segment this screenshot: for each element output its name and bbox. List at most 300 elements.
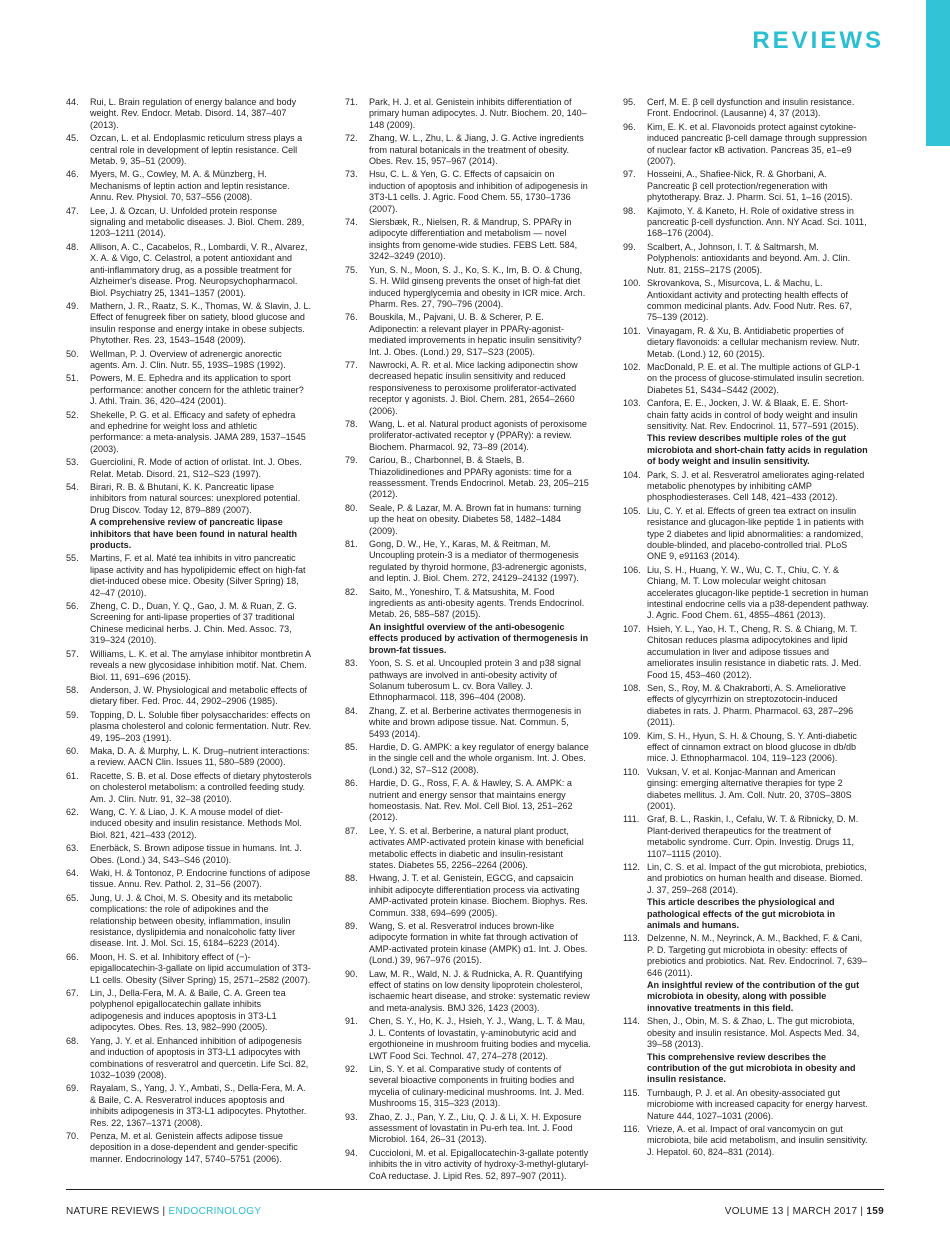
reference-item xyxy=(623,278,869,324)
reference-body xyxy=(369,742,591,776)
references-column-2 xyxy=(345,97,591,1184)
reference-number: 79. xyxy=(345,455,358,466)
reference-item xyxy=(345,778,591,824)
reference-item xyxy=(345,969,591,1015)
reference-text: Kim, S. H., Hyun, S. H. & Choung, S. Y. Anti-diabetic effect of cinnamon extract on blood glucose in db/db mice. J. Ethnopharmacol. 104, 119–123 (2006). xyxy=(647,730,857,764)
reference-annotation: This article describes the physiological and pathological effects of the gut microbiota in animals and humans. xyxy=(647,897,835,931)
reference-number: 60. xyxy=(66,745,79,756)
reference-number: 56. xyxy=(66,601,79,612)
reference-body xyxy=(90,1083,312,1129)
reference-body xyxy=(647,326,869,360)
reference-text: Guerciolini, R. Mode of action of orlistat. Int. J. Obes. Relat. Metab. Disord. 21, S12–S23 (1997). xyxy=(90,457,302,479)
page-number: 159 xyxy=(866,1206,884,1217)
reference-number: 96. xyxy=(623,121,636,132)
reference-text: Allison, A. C., Cacabelos, R., Lombardi, V. R., Alvarez, X. A. & Vigo, C. Celastrol, a potent antioxidant and anti-inflammatory drug, as a possible treatment for Alzheimer's disease. Prog. Neuropsychopharmacol. Biol. Psychiatry 25, 1341–1357 (2001). xyxy=(90,241,308,298)
reference-body xyxy=(647,169,869,203)
journal-subname: ENDOCRINOLOGY xyxy=(168,1206,262,1217)
reference-text: Lin, S. Y. et al. Comparative study of contents of several bioactive components in fruiting bodies and mycelia of culinary-medicinal mushrooms. Int. J. Med. Mushrooms 15, 315–323 (2013). xyxy=(369,1063,585,1109)
reference-text: Zhang, Z. et al. Berberine activates thermogenesis in white and brown adipose tissue. Nat. Commun. 5, 5493 (2014). xyxy=(369,705,582,739)
reference-item xyxy=(345,360,591,417)
reference-number: 101. xyxy=(623,325,641,336)
reference-body xyxy=(369,778,591,824)
reference-number: 70. xyxy=(66,1130,79,1141)
reference-item xyxy=(345,658,591,704)
reference-number: 99. xyxy=(623,241,636,252)
reference-body xyxy=(90,649,312,683)
reference-text: Waki, H. & Tontonoz, P. Endocrine functions of adipose tissue. Annu. Rev. Pathol. 2, 31–56 (2007). xyxy=(90,868,311,890)
reference-body xyxy=(647,398,869,467)
reference-text: Cariou, B., Charbonnel, B. & Staels, B. Thiazolidinediones and PPARγ agonists: time for a reassessment. Trends Endocrinol. Metab. 23, 205–215 (2012). xyxy=(369,455,589,500)
reference-text: Zhang, W. L., Zhu, L. & Jiang, J. G. Active ingredients from natural botanicals in the treatment of obesity. Obes. Rev. 15, 957–967 (2014). xyxy=(369,133,584,167)
reference-number: 85. xyxy=(345,741,358,752)
reference-body xyxy=(647,1124,869,1158)
reference-body xyxy=(369,169,591,215)
reference-text: Saito, M., Yoneshiro, T. & Matsushita, M. Food ingredients as anti-obesity agents. Trends Endocrinol. Metab. 26, 585–587 (2015). xyxy=(369,586,585,620)
reference-body xyxy=(90,893,312,950)
reference-item xyxy=(623,1016,869,1085)
reference-text: Hsu, C. L. & Yen, G. C. Effects of capsaicin on induction of apoptosis and inhibition of adipogenesis in 3T3-L1 cells. J. Agric. Food Chem. 55, 1730–1736 (2007). xyxy=(369,169,588,214)
reference-item xyxy=(345,873,591,919)
reference-number: 74. xyxy=(345,217,358,228)
footer-journal xyxy=(66,1206,261,1217)
reference-text: Vrieze, A. et al. Impact of oral vancomycin on gut microbiota, bile acid metabolism, and insulin sensitivity. J. Hepatol. 60, 824–831 (2014). xyxy=(647,1123,868,1157)
reference-text: Hsieh, Y. L., Yao, H. T., Cheng, R. S. & Chiang, M. T. Chitosan reduces plasma adipocytokines and lipid accumulation in liver and adipose tissues and ameliorates insulin resistance in diabetic rats. J. Med. Food 15, 453–460 (2012). xyxy=(647,623,862,680)
reference-item xyxy=(345,1064,591,1110)
reference-text: Bouskila, M., Pajvani, U. B. & Scherer, P. E. Adiponectin: a relevant player in PPARγ-agonist-mediated improvements in hepatic insulin sensitivity? Int. J. Obes. (Lond.) 29, S17–S23 (2005). xyxy=(369,312,582,357)
reference-item xyxy=(623,169,869,203)
reference-text: Park, S. J. et al. Resveratrol ameliorates aging-related metabolic phenotypes by inhibiting cAMP phosphodiesterases. Cell 148, 421–433 (2012). xyxy=(647,469,865,503)
reference-text: Anderson, J. W. Physiological and metabolic effects of dietary fiber. Fed. Proc. 44, 2902–2906 (1985). xyxy=(90,684,308,707)
reference-text: Wang, S. et al. Resveratrol induces brown-like adipocyte formation in white fat through activation of AMP-activated protein kinase (AMPK) α1. Int. J. Obes. (Lond.) 39, 967–976 (2015). xyxy=(369,921,588,966)
reference-item xyxy=(66,1036,312,1082)
reference-body xyxy=(90,349,312,372)
reference-body xyxy=(90,710,312,744)
reference-body xyxy=(90,482,312,551)
reference-number: 103. xyxy=(623,398,641,409)
reference-body xyxy=(369,873,591,919)
reference-body xyxy=(647,933,869,1014)
reference-item xyxy=(66,1083,312,1129)
reference-body xyxy=(647,97,869,120)
reference-text: Skrovankova, S., Misurcova, L. & Machu, L. Antioxidant activity and protecting health effects of common medicinal plants. Adv. Food Nutr. Res. 67, 75–139 (2012). xyxy=(647,278,852,323)
reference-number: 75. xyxy=(345,264,358,275)
reference-item xyxy=(623,814,869,860)
reference-number: 91. xyxy=(345,1016,358,1027)
reference-body xyxy=(90,457,312,480)
reference-item xyxy=(623,683,869,729)
reference-text: Rayalam, S., Yang, J. Y., Ambati, S., Della-Fera, M. A. & Baile, C. A. Resveratrol induces apoptosis and inhibits adipogenesis in 3T3-L1 adipocytes. Phytother. Res. 22, 1367–1371 (2008). xyxy=(90,1083,307,1128)
journal-separator: | xyxy=(159,1206,169,1217)
reference-body xyxy=(90,410,312,456)
reference-number: 89. xyxy=(345,921,358,932)
reference-number: 112. xyxy=(623,862,640,872)
reference-text: Cerf, M. E. β cell dysfunction and insulin resistance. Front. Endocrinol. (Lausanne) 4, 37 (2013). xyxy=(647,97,855,119)
references-column-1 xyxy=(66,97,312,1167)
reference-item xyxy=(345,169,591,215)
reference-body xyxy=(647,278,869,324)
reference-number: 116. xyxy=(623,1123,640,1134)
reference-body xyxy=(369,217,591,263)
reference-number: 71. xyxy=(345,97,358,107)
reference-number: 78. xyxy=(345,418,358,429)
reference-number: 52. xyxy=(66,409,79,420)
reference-number: 106. xyxy=(623,564,641,575)
reference-body xyxy=(369,265,591,311)
reference-number: 108. xyxy=(623,682,641,693)
reference-annotation: An insightful review of the contribution of the gut microbiota in obesity, along with possible innovative treatments in this field. xyxy=(647,980,860,1013)
reference-number: 63. xyxy=(66,843,79,854)
reference-number: 105. xyxy=(623,505,641,516)
reference-item xyxy=(66,349,312,372)
reference-number: 93. xyxy=(345,1111,358,1122)
reference-text: Lee, Y. S. et al. Berberine, a natural plant product, activates AMP-activated protein kinase with beneficial metabolic effects in diabetic and insulin-resistant states. Diabetes 55, 2256–2264 (2006). xyxy=(369,825,584,870)
reference-item xyxy=(345,265,591,311)
reference-text: Birari, R. B. & Bhutani, K. K. Pancreatic lipase inhibitors from natural sources: unexplored potential. Drug Discov. Today 12, 879–889 (2007). xyxy=(90,482,301,515)
reference-text: Lin, J., Della-Fera, M. A. & Baile, C. A. Green tea polyphenol epigallocatechin gallate inhibits adipogenesis and induces apoptosis in 3T3-L1 adipocytes. Obes. Res. 13, 982–990 (2005). xyxy=(90,988,286,1033)
section-header: REVIEWS xyxy=(752,27,884,54)
reference-text: Vinayagam, R. & Xu, B. Antidiabetic properties of dietary flavonoids: a cellular mechanism review. Nutr. Metab. (Lond.) 12, 60 (2015). xyxy=(647,325,860,359)
reference-item xyxy=(66,843,312,866)
reference-body xyxy=(647,1088,869,1122)
reference-item xyxy=(623,470,869,504)
reference-item xyxy=(623,122,869,168)
reference-body xyxy=(647,206,869,240)
reference-text: Yoon, S. S. et al. Uncoupled protein 3 and p38 signal pathways are involved in anti-obesity activity of Solanum tuberosum L. cv. Bora Valley. J. Ethnopharmacol. 118, 396–404 (2008). xyxy=(369,658,581,703)
reference-text: Park, H. J. et al. Genistein inhibits differentiation of primary human adipocytes. J. Nutr. Biochem. 20, 140–148 (2009). xyxy=(369,97,587,130)
reference-text: Racette, S. B. et al. Dose effects of dietary phytosterols on cholesterol metabolism: a controlled feeding study. Am. J. Clin. Nutr. 91, 32–38 (2010). xyxy=(90,770,312,804)
reference-text: Chen, S. Y., Ho, K. J., Hsieh, Y. J., Wang, L. T. & Mau, J. L. Contents of lovastatin, γ-aminobutyric acid and ergothioneine in mushroom fruiting bodies and mycelia. LWT Food Sci. Technol. 47, 274–278 (2012). xyxy=(369,1016,591,1061)
reference-text: Vuksan, V. et al. Konjac-Mannan and American ginsing: emerging alternative therapies for type 2 diabetes mellitus. J. Am. Coll. Nutr. 20, 370S–380S (2001). xyxy=(647,766,852,811)
reference-body xyxy=(90,373,312,407)
reference-body xyxy=(369,826,591,872)
reference-text: Ozcan, L. et al. Endoplasmic reticulum stress plays a central role in development of leptin resistance. Cell Metab. 9, 35–51 (2009). xyxy=(90,133,303,167)
reference-item xyxy=(623,206,869,240)
reference-item xyxy=(623,624,869,681)
reference-body xyxy=(369,921,591,967)
reference-body xyxy=(369,1016,591,1062)
reference-body xyxy=(369,455,591,501)
reference-item xyxy=(66,373,312,407)
reference-item xyxy=(345,503,591,537)
reference-number: 54. xyxy=(66,482,79,492)
reference-annotation: A comprehensive review of pancreatic lipase inhibitors that have been found in natural health products. xyxy=(90,517,298,551)
reference-item xyxy=(623,242,869,276)
reference-item xyxy=(66,988,312,1034)
reference-body xyxy=(90,843,312,866)
reference-item xyxy=(66,206,312,240)
reference-number: 94. xyxy=(345,1147,358,1158)
reference-body xyxy=(369,539,591,585)
reference-item xyxy=(345,826,591,872)
reference-item xyxy=(66,301,312,347)
reference-body xyxy=(90,169,312,203)
reference-number: 59. xyxy=(66,709,79,720)
reference-body xyxy=(369,706,591,740)
reference-item xyxy=(623,506,869,563)
reference-annotation: An insightful overview of the anti-obesogenic effects produced by activation of thermogenesis in brown-fat tissues. xyxy=(369,621,589,655)
reference-body xyxy=(369,312,591,358)
reference-number: 88. xyxy=(345,873,358,884)
reference-text: Graf, B. L., Raskin, I., Cefalu, W. T. & Ribnicky, D. M. Plant-derived therapeutics for the treatment of metabolic syndrome. Curr. Opin. Investig. Drugs 11, 1107–1115 (2010). xyxy=(647,814,859,859)
reference-number: 87. xyxy=(345,825,358,836)
reference-text: Martins, F. et al. Maté tea inhibits in vitro pancreatic lipase activity and has hypolipidemic effect on high-fat diet-induced obese mice. Obesity (Silver Spring) 18, 42–47 (2010). xyxy=(90,553,306,598)
reference-body xyxy=(647,565,869,622)
reference-number: 80. xyxy=(345,502,358,513)
reference-body xyxy=(369,587,591,656)
reference-body xyxy=(90,133,312,167)
reference-body xyxy=(90,771,312,805)
reference-number: 48. xyxy=(66,241,79,252)
reference-number: 73. xyxy=(345,169,358,180)
reference-item xyxy=(66,97,312,131)
reference-item xyxy=(66,553,312,599)
references-column-3 xyxy=(623,97,869,1160)
reference-item xyxy=(66,242,312,299)
reference-body xyxy=(90,746,312,769)
reference-text: Wellman, P. J. Overview of adrenergic anorectic agents. Am. J. Clin. Nutr. 55, 193S–198S (1992). xyxy=(90,348,286,370)
reference-text: Hosseini, A., Shafiee-Nick, R. & Ghorbani, A. Pancreatic β cell protection/regeneration with phytotherapy. Braz. J. Pharm. Sci. 51, 1–16 (2015). xyxy=(647,169,853,203)
reference-item xyxy=(66,133,312,167)
reference-text: Maka, D. A. & Murphy, L. K. Drug–nutrient interactions: a review. AACN Clin. Issues 11, 580–589 (2000). xyxy=(90,745,310,768)
reference-number: 104. xyxy=(623,469,641,480)
reference-body xyxy=(369,133,591,167)
reference-text: Turnbaugh, P. J. et al. An obesity-associated gut microbiome with increased capacity for energy harvest. Nature 444, 1027–1031 (2006). xyxy=(647,1087,868,1121)
reference-text: Liu, C. Y. et al. Effects of green tea extract on insulin resistance and glucagon-like peptide 1 in patients with type 2 diabetes and lipid abnormalities: a randomized, double-blinded, and placebo-controlled trial. PLoS ONE 9, e91163 (2014). xyxy=(647,505,864,562)
reference-item xyxy=(66,1131,312,1165)
reference-text: Shen, J., Obin, M. S. & Zhao, L. The gut microbiota, obesity and insulin resistance. Mol. Aspects Med. 34, 39–58 (2013). xyxy=(647,1016,860,1050)
reference-number: 98. xyxy=(623,205,636,216)
reference-item xyxy=(66,685,312,708)
reference-item xyxy=(345,1112,591,1146)
reference-number: 66. xyxy=(66,951,79,962)
reference-text: Sen, S., Roy, M. & Chakraborti, A. S. Ameliorative effects of glycyrrhizin on streptozotocin-induced diabetes in rats. J. Pharm. Pharmacol. 63, 287–296 (2011). xyxy=(647,682,854,728)
reference-body xyxy=(647,814,869,860)
reference-text: Rui, L. Brain regulation of energy balance and body weight. Rev. Endocr. Metab. Disord. 14, 387–407 (2013). xyxy=(90,97,297,130)
reference-number: 65. xyxy=(66,892,79,903)
reference-body xyxy=(647,767,869,813)
reference-annotation: This review describes multiple roles of the gut microbiota and short-chain fatty acids in regulation of body weight and insulin sensitivity. xyxy=(647,433,868,467)
reference-body xyxy=(90,97,312,131)
reference-text: Hardie, D. G., Ross, F. A. & Hawley, S. A. AMPK: a nutrient and energy sensor that maintains energy homeostasis. Nat. Rev. Mol. Cell Biol. 13, 251–262 (2012). xyxy=(369,778,573,823)
reference-item xyxy=(345,133,591,167)
reference-text: Kajimoto, Y. & Kaneto, H. Role of oxidative stress in pancreatic β-cell dysfunction. Ann. NY Acad. Sci. 1011, 168–176 (2004). xyxy=(647,205,867,239)
journal-name: NATURE REVIEWS xyxy=(66,1206,160,1217)
reference-body xyxy=(647,683,869,729)
reference-number: 44. xyxy=(66,97,79,107)
reference-text: Liu, S. H., Huang, Y. W., Wu, C. T., Chiu, C. Y. & Chiang, M. T. Low molecular weight chitosan accelerates glucagon-like peptide-1 secretion in human intestinal endocrine cells via a p38-dependent pathway. J. Agric. Food Chem. 61, 4855–4861 (2013). xyxy=(647,564,869,621)
reference-text: Delzenne, N. M., Neyrinck, A. M., Backhed, F. & Cani, P. D. Targeting gut microbiota in obesity: effects of prebiotics and probiotics. Nat. Rev. Endocrinol. 7, 639–646 (2011). xyxy=(647,933,868,978)
reference-number: 81. xyxy=(345,539,358,550)
reference-number: 109. xyxy=(623,730,641,741)
reference-text: Jung, U. J. & Choi, M. S. Obesity and its metabolic complications: the role of adipokines and the relationship between obesity, inflammation, insulin resistance, dyslipidemia and nonalcoholic fatty liver disease. Int. J. Mol. Sci. 15, 6184–6223 (2014). xyxy=(90,892,296,949)
reference-number: 92. xyxy=(345,1063,358,1074)
reference-item xyxy=(66,482,312,551)
reference-item xyxy=(345,539,591,585)
volume-issue: VOLUME 13 | MARCH 2017 | xyxy=(724,1206,867,1217)
reference-number: 72. xyxy=(345,133,358,144)
reference-item xyxy=(66,710,312,744)
reference-item xyxy=(345,217,591,263)
reference-item xyxy=(66,649,312,683)
reference-number: 45. xyxy=(66,133,79,144)
reference-text: Penza, M. et al. Genistein affects adipose tissue deposition in a dose-dependent and gender-specific manner. Endocrinology 147, 5740–5751 (2006). xyxy=(90,1130,298,1164)
reference-item xyxy=(623,862,869,931)
reference-number: 57. xyxy=(66,648,79,659)
reference-item xyxy=(66,952,312,986)
reference-number: 102. xyxy=(623,361,641,372)
reference-item xyxy=(345,455,591,501)
reference-number: 47. xyxy=(66,205,79,216)
reference-item xyxy=(345,97,591,131)
reference-text: Yun, S. N., Moon, S. J., Ko, S. K., Im, B. O. & Chung, S. H. Wild ginseng prevents the onset of high-fat diet induced hyperglycemia and obesity in ICR mice. Arch. Pharm. Res. 27, 790–796 (2004). xyxy=(369,264,586,309)
reference-text: Yang, J. Y. et al. Enhanced inhibition of adipogenesis and induction of apoptosis in 3T3-L1 adipocytes with combinations of resveratrol and quercetin. Life Sci. 82, 1032–1039 (2008). xyxy=(90,1035,309,1080)
reference-number: 61. xyxy=(66,770,79,781)
reference-body xyxy=(90,1036,312,1082)
reference-number: 113. xyxy=(623,933,640,944)
reference-body xyxy=(647,624,869,681)
reference-body xyxy=(369,360,591,417)
reference-body xyxy=(369,97,591,131)
reference-body xyxy=(647,731,869,765)
reference-text: Myers, M. G., Cowley, M. A. & Münzberg, H. Mechanisms of leptin action and leptin resistance. Annu. Rev. Physiol. 70, 537–556 (2008). xyxy=(90,169,290,203)
reference-text: Siersbæk, R., Nielsen, R. & Mandrup, S. PPARγ in adipocyte differentiation and metabolism — novel insights from genome-wide studies. FEBS Lett. 584, 3242–3249 (2010). xyxy=(369,217,578,262)
reference-body xyxy=(90,601,312,647)
reference-number: 114. xyxy=(623,1016,640,1027)
reference-number: 84. xyxy=(345,705,358,716)
reference-number: 83. xyxy=(345,658,358,669)
reference-body xyxy=(647,470,869,504)
reference-number: 67. xyxy=(66,988,79,999)
reference-item xyxy=(623,97,869,120)
reference-annotation: This comprehensive review describes the contribution of the gut microbiota in obesity and insulin resistance. xyxy=(647,1051,856,1085)
reference-text: Zhao, Z. J., Pan, Y. Z., Liu, Q. J. & Li, X. H. Exposure assessment of lovastatin in Pu-erh tea. Int. J. Food Microbiol. 164, 26–31 (2013). xyxy=(369,1111,582,1145)
reference-text: Gong, D. W., He, Y., Karas, M. & Reitman, M. Uncoupling protein-3 is a mediator of thermogenesis regulated by thyroid hormone, β3-adrenergic agonists, and leptin. J. Biol. Chem. 272, 24129–24132 (1997). xyxy=(369,539,587,584)
reference-text: Powers, M. E. Ephedra and its application to sport performance: another concern for the athletic trainer? J. Athl. Train. 36, 420–424 (2001). xyxy=(90,373,304,407)
reference-body xyxy=(647,362,869,396)
reference-item xyxy=(66,410,312,456)
reference-item xyxy=(623,933,869,1014)
reference-text: Zheng, C. D., Duan, Y. Q., Gao, J. M. & Ruan, Z. G. Screening for anti-lipase properties of 37 traditional Chinese medicinal herbs. J. Chin. Med. Assoc. 73, 319–324 (2010). xyxy=(90,601,297,646)
reference-text: Williams, L. K. et al. The amylase inhibitor montbretin A reveals a new glycosidase inhibition motif. Nat. Chem. Biol. 11, 691–696 (2015). xyxy=(90,648,311,682)
reference-body xyxy=(647,122,869,168)
reference-number: 64. xyxy=(66,868,79,878)
reference-text: Scalbert, A., Johnson, I. T. & Saltmarsh, M. Polyphenols: antioxidants and beyond. Am. J. Clin. Nutr. 81, 215S–217S (2005). xyxy=(647,241,851,275)
reference-item xyxy=(623,326,869,360)
reference-body xyxy=(369,969,591,1015)
reference-item xyxy=(66,771,312,805)
reference-item xyxy=(623,731,869,765)
reference-number: 111. xyxy=(623,814,640,825)
reference-text: Lee, J. & Ozcan, U. Unfolded protein response signaling and metabolic diseases. J. Biol. Chem. 289, 1203–1211 (2014). xyxy=(90,205,305,239)
reference-item xyxy=(345,706,591,740)
reference-body xyxy=(369,419,591,453)
reference-body xyxy=(369,1148,591,1182)
reference-body xyxy=(369,503,591,537)
reference-item xyxy=(623,362,869,396)
reference-item xyxy=(345,742,591,776)
reference-text: MacDonald, P. E. et al. The multiple actions of GLP-1 on the process of glucose-stimulated insulin secretion. Diabetes 51, S434–S442 (2002). xyxy=(647,361,865,395)
reference-item xyxy=(66,746,312,769)
reference-item xyxy=(623,767,869,813)
reference-text: Moon, H. S. et al. Inhibitory effect of (−)-epigallocatechin-3-gallate on lipid accumulation of 3T3-L1 cells. Obesity (Silver Spring) 15, 2571–2582 (2007). xyxy=(90,951,311,985)
reference-item xyxy=(66,601,312,647)
reference-number: 107. xyxy=(623,623,641,634)
reference-text: Mathern, J. R., Raatz, S. K., Thomas, W. & Slavin, J. L. Effect of fenugreek fiber on satiety, blood glucose and insulin response and energy intake in obese subjects. Phytother. Res. 23, 1543–1548 (2009). xyxy=(90,300,312,346)
reference-item xyxy=(66,807,312,841)
reference-number: 69. xyxy=(66,1083,79,1094)
reference-number: 62. xyxy=(66,806,79,817)
reference-number: 49. xyxy=(66,300,79,311)
reference-body xyxy=(90,807,312,841)
reference-body xyxy=(369,658,591,704)
reference-body xyxy=(90,1131,312,1165)
reference-body xyxy=(90,301,312,347)
reference-item xyxy=(623,1124,869,1158)
reference-number: 76. xyxy=(345,312,358,323)
reference-item xyxy=(345,1148,591,1182)
reference-body xyxy=(647,1016,869,1085)
reference-body xyxy=(90,553,312,599)
reference-body xyxy=(369,1064,591,1110)
reference-item xyxy=(345,921,591,967)
reference-text: Kim, E. K. et al. Flavonoids protect against cytokine-induced pancreatic β-cell damage through suppression of nuclear factor κB activation. Pancreas 35, e1–e9 (2007). xyxy=(647,121,867,167)
reference-text: Wang, C. Y. & Liao, J. K. A mouse model of diet-induced obesity and insulin resistance. Methods Mol. Biol. 821, 421–433 (2012). xyxy=(90,806,302,840)
reference-number: 50. xyxy=(66,348,79,359)
reference-text: Wang, L. et al. Natural product agonists of peroxisome proliferator-activated receptor γ (PPARγ): a review. Biochem. Pharmacol. 92, 73–89 (2014). xyxy=(369,418,587,452)
reference-body xyxy=(647,862,869,931)
reference-item xyxy=(623,398,869,467)
reference-item xyxy=(66,169,312,203)
reference-number: 51. xyxy=(66,373,79,384)
reference-item xyxy=(66,457,312,480)
reference-number: 97. xyxy=(623,169,636,180)
reference-number: 53. xyxy=(66,457,79,468)
reference-number: 46. xyxy=(66,169,79,180)
reference-item xyxy=(623,565,869,622)
reference-body xyxy=(90,206,312,240)
reference-item xyxy=(345,419,591,453)
reference-text: Lin, C. S. et al. Impact of the gut microbiota, prebiotics, and probiotics on human health and disease. Biomed. J. 37, 259–268 (2014). xyxy=(647,862,867,895)
reference-text: Shekelle, P. G. et al. Efficacy and safety of ephedra and ephedrine for weight loss and athletic performance: a meta-analysis. JAMA 289, 1537–1545 (2003). xyxy=(90,409,306,454)
reference-body xyxy=(90,868,312,891)
footer-volume xyxy=(725,1206,884,1217)
reference-number: 115. xyxy=(623,1087,640,1098)
reference-number: 95. xyxy=(623,97,636,107)
reference-text: Hwang, J. T. et al. Genistein, EGCG, and capsaicin inhibit adipocyte differentiation process via activating AMP-activated protein kinase. Biochem. Biophys. Res. Commun. 338, 694–699 (2005). xyxy=(369,873,588,918)
reference-text: Cuccioloni, M. et al. Epigallocatechin-3-gallate potently inhibits the in vitro activity of hydroxy-3-methyl-glutaryl-CoA reductase. J. Lipid Res. 52, 897–907 (2011). xyxy=(369,1147,589,1181)
reference-item xyxy=(66,868,312,891)
reference-body xyxy=(90,685,312,708)
reference-body xyxy=(90,952,312,986)
reference-item xyxy=(66,893,312,950)
reference-body xyxy=(90,242,312,299)
reference-number: 55. xyxy=(66,553,79,564)
reference-body xyxy=(90,988,312,1034)
reference-item xyxy=(345,1016,591,1062)
reference-item xyxy=(345,312,591,358)
reference-body xyxy=(369,1112,591,1146)
reference-body xyxy=(647,242,869,276)
reference-number: 86. xyxy=(345,778,358,789)
reference-text: Nawrocki, A. R. et al. Mice lacking adiponectin show decreased hepatic insulin sensitivity and reduced responsiveness to peroxisome proliferator-activated receptor γ agonists. J. Biol. Chem. 281, 2654–2660 (2006). xyxy=(369,359,578,416)
reference-text: Law, M. R., Wald, N. J. & Rudnicka, A. R. Quantifying effect of statins on low density lipoprotein cholesterol, ischaemic heart disease, and stroke: systematic review and meta-analysis. BMJ 326, 1423 (2003). xyxy=(369,968,590,1013)
reference-number: 110. xyxy=(623,766,640,777)
reference-text: Hardie, D. G. AMPK: a key regulator of energy balance in the single cell and the whole organism. Int. J. Obes. (Lond.) 32, S7–S12 (2008). xyxy=(369,741,589,775)
reference-number: 100. xyxy=(623,278,641,289)
reference-number: 90. xyxy=(345,968,358,979)
reference-body xyxy=(647,506,869,563)
section-tab xyxy=(926,0,950,146)
